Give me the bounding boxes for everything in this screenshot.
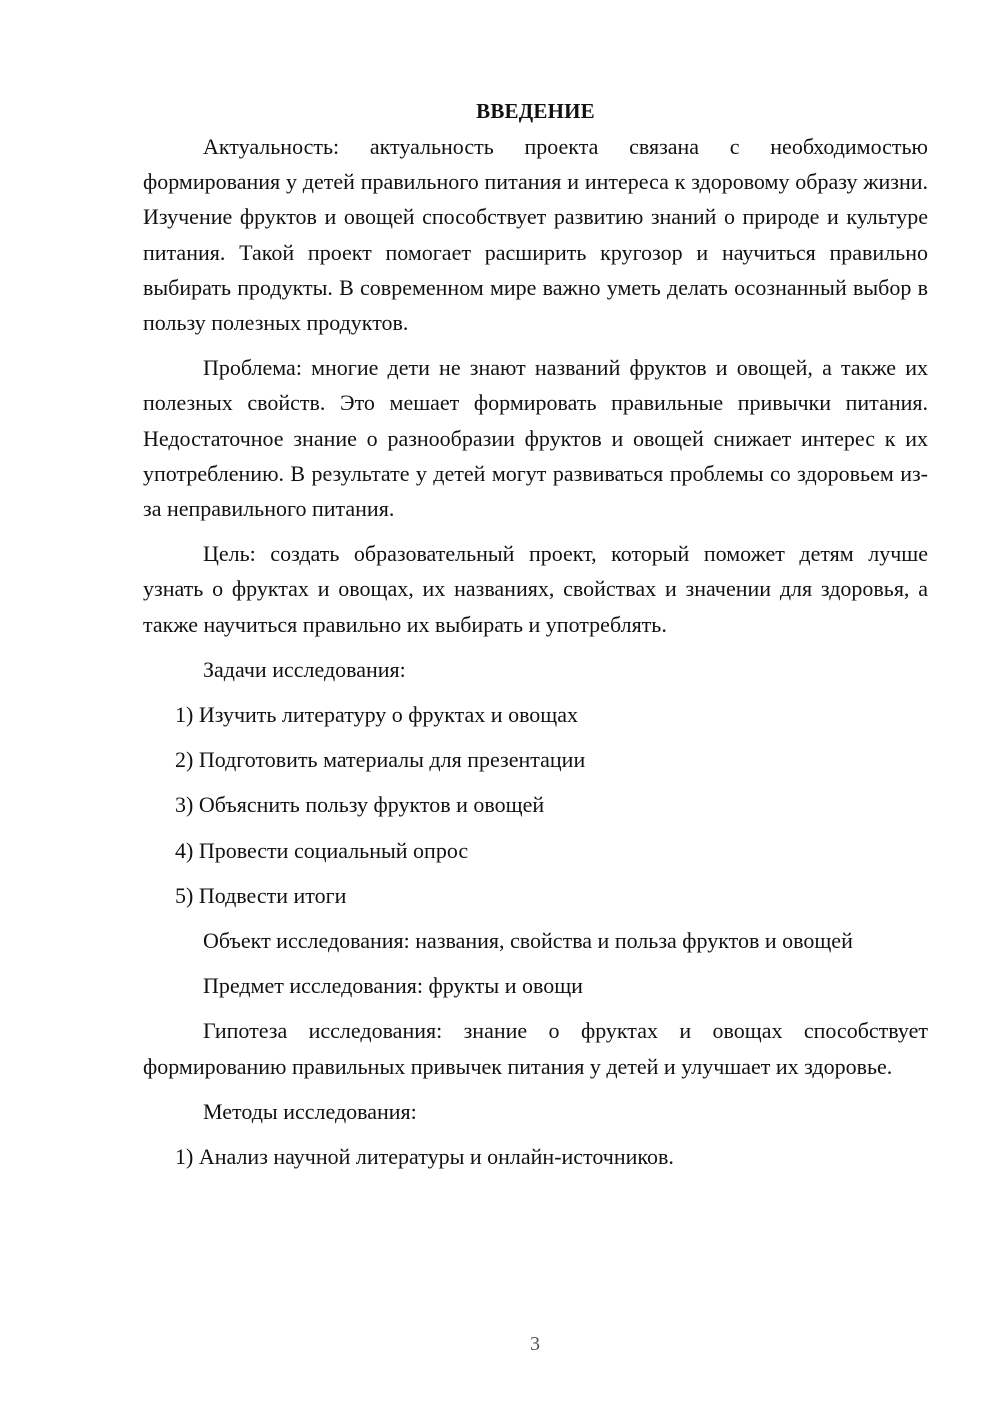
task-item-3: 3) Объяснить пользу фруктов и овощей xyxy=(175,792,545,818)
method-item-1: 1) Анализ научной литературы и онлайн-источников. xyxy=(175,1144,674,1170)
paragraph-relevance: Актуальность: актуальность проекта связана с необходимостью формирования у детей правильного питания и интереса к здоровому образу жизни. Изучение фруктов и овощей способствует развитию знаний о природе и культуре питания. Такой проект помогает расширить кругозор и научиться правильно выбирать продукты. В современном мире важно уметь делать осознанный выбор в пользу полезных продуктов. xyxy=(143,134,928,336)
paragraph-subject: Предмет исследования: фрукты и овощи xyxy=(203,973,583,999)
task-item-2: 2) Подготовить материалы для презентации xyxy=(175,747,586,773)
paragraph-object: Объект исследования: названия, свойства и польза фруктов и овощей xyxy=(203,928,853,954)
page-content xyxy=(143,94,928,1184)
task-item-4: 4) Провести социальный опрос xyxy=(175,837,469,863)
task-item-5: 5) Подвести итоги xyxy=(175,882,347,908)
page-number: 3 xyxy=(530,1333,540,1355)
paragraph-problem: Проблема: многие дети не знают названий фруктов и овощей, а также их полезных свойств. Это мешает формировать правильные привычки питания. Недостаточное знание о разнообразии фруктов и овощей снижает интерес к их употреблению. В результате у детей могут развиваться проблемы со здоровьем из-за неправильного питания. xyxy=(143,355,928,522)
task-item-1: 1) Изучить литературу о фруктах и овощах xyxy=(175,702,579,728)
paragraph-tasks-title: Задачи исследования: xyxy=(203,656,406,682)
paragraph-goal: Цель: создать образовательный проект, который поможет детям лучше узнать о фруктах и овощах, их названиях, свойствах и значении для здоровья, а также научиться правильно их выбирать и употреблять. xyxy=(143,541,928,637)
paragraph-methods-title: Методы исследования: xyxy=(203,1098,417,1124)
paragraph-hypothesis: Гипотеза исследования: знание о фруктах и овощах способствует формированию правильных привычек питания у детей и улучшает их здоровье. xyxy=(143,1018,928,1079)
section-heading: ВВЕДЕНИЕ xyxy=(476,99,595,123)
